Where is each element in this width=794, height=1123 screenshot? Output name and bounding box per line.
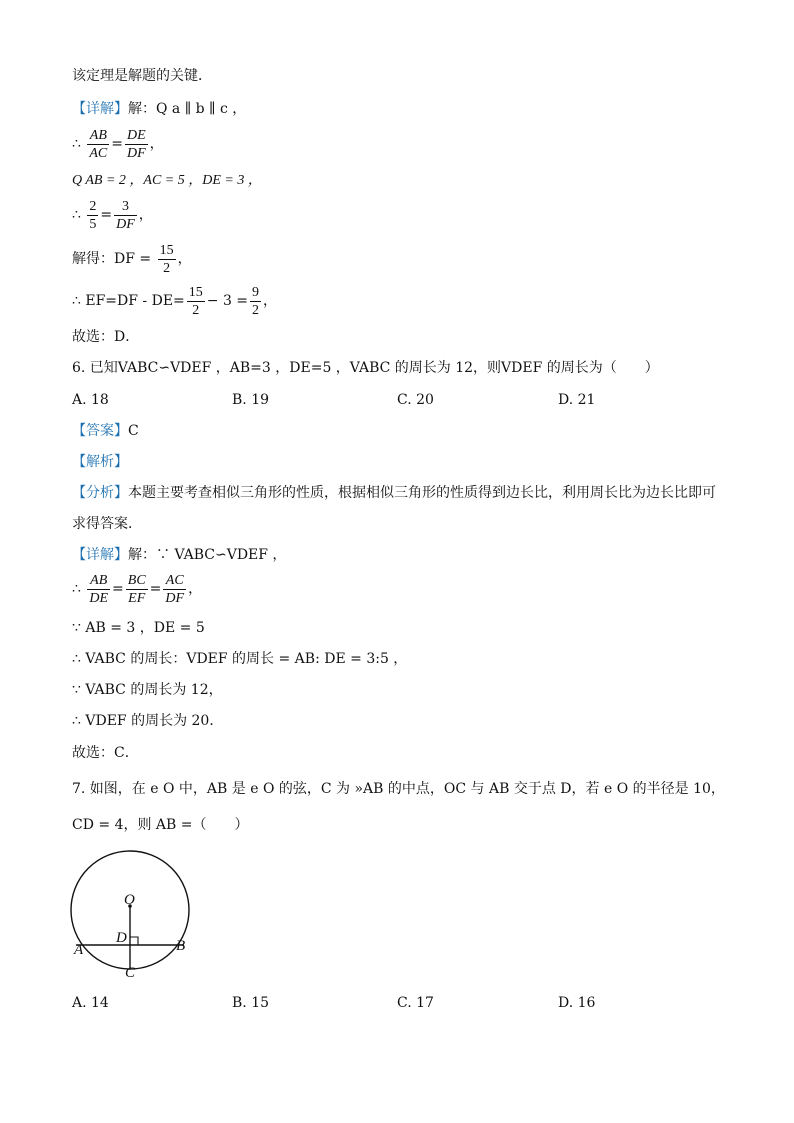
ef-mid: − 3 = [206,293,249,309]
ef-text: ∴ EF=DF - DE= [72,293,185,309]
fraction [187,284,205,319]
denominator: 2 [192,302,200,318]
fraction [114,198,137,233]
numerator: 15 [159,242,174,258]
option-b: B. 19 [232,392,270,408]
given-line: Q AB = 2 ，AC = 5 ，DE = 3 ， [72,173,262,188]
detail-line-4: ∴ VABC 的周长：VDEF 的周长 = AB: DE = 3:5 ， [72,651,408,667]
comma: ， [138,207,153,223]
choice-line: 故选：D． [72,329,140,345]
option-b: B. 15 [232,995,270,1011]
answer-tag: 【答案】 [72,423,128,439]
fraction [87,572,110,607]
detail-text: 解：∵ VABC∽VDEF ， [128,547,287,563]
solve-text: 解得：DF = [72,251,152,267]
option-d: D. 16 [558,995,596,1011]
right-angle-mark [130,937,138,945]
therefore: ∴ [72,136,81,152]
detail-line-6: ∴ VDEF 的周长为 20． [72,713,224,729]
comma: ， [149,136,164,152]
comma: ， [188,581,203,597]
denominator: DF [116,216,135,232]
numerator: 9 [252,284,260,300]
analysis-sub-tag: 【分析】 [72,485,128,501]
answer-value: C [128,423,139,439]
label-a: A [74,942,84,958]
denominator: 5 [89,216,97,232]
detail-tag: 【详解】 [72,547,128,563]
label-o: O [124,892,135,908]
numerator: DE [127,127,146,143]
fraction [250,284,261,319]
ratio-line: ∴ $\frac{2}{5}$ = $\frac{3}{DF}$ ， [72,198,153,232]
therefore: ∴ [72,581,81,597]
solve-line [72,241,192,277]
therefore: ∴ [72,207,81,223]
fraction [163,572,186,607]
numerator: BC [127,572,146,588]
label-d: D [116,930,127,946]
question-6: 6. 已知VABC∽VDEF ，AB=3 ，DE=5 ，VABC 的周长为 12，则VDEF 的周长为（ ） [72,360,659,376]
denominator: DF [127,145,146,161]
denominator: DF [165,590,185,606]
numerator: 15 [188,284,203,300]
denominator: EF [128,590,146,606]
label-c: C [125,965,136,981]
question-7-line-2: CD = 4，则 AB =（ ） [72,817,249,833]
label-b: B [176,938,186,954]
denominator: 2 [252,302,260,318]
fraction [158,242,176,277]
analysis-line-2: 求得答案． [72,516,142,532]
option-c: C. 20 [397,392,434,408]
numerator: 3 [114,198,137,216]
analysis-line [72,483,716,503]
option-a: A. 14 [72,995,109,1011]
detail-line [72,99,246,119]
detail-text: 解：Q a ∥ b ∥ c ， [128,101,247,117]
denominator: DE [89,590,109,606]
question-7: 7. 如图，在 e O 中，AB 是 e O 的弦，C 为 »AB 的中点，OC 与 AB 交于点 D，若 e O 的半径是 10， [72,781,725,797]
numerator: 2 [89,198,97,214]
numerator: AC [163,572,186,590]
comma: ， [177,251,192,267]
denominator: AC [89,145,108,161]
detail-line-5: ∵ VABC 的周长为 12， [72,682,223,698]
option-d: D. 21 [558,392,596,408]
fraction [87,198,98,233]
ef-line [72,283,277,319]
denominator: 2 [163,260,171,276]
fraction [125,127,148,162]
answer-line [72,421,139,441]
option-a: A. 18 [72,392,109,408]
detail-line-2 [72,545,286,565]
circle-figure [68,850,198,985]
numerator: AB [87,127,109,145]
option-c: C. 17 [397,995,434,1011]
detail-line-3: ∵ AB = 3 ，DE = 5 [72,620,205,636]
comma: ， [263,293,278,309]
ratio-line-3: ∴ $\frac{AB}{DE}$ = $\frac{BC}{EF}$ = $\frac{AC}{DF}$ ， [72,572,203,606]
analysis-tag: 【解析】 [72,454,128,470]
analysis-heading [72,452,128,472]
ratio-line: ∴ $\frac{AB}{AC}$ = $\frac{DE}{DF}$ ， [72,127,164,161]
fraction [126,572,148,607]
choice-line-2: 故选：C． [72,745,139,761]
numerator: AB [87,572,110,590]
detail-tag: 【详解】 [72,101,128,117]
fraction [87,127,109,162]
analysis-text: 本题主要考查相似三角形的性质，根据相似三角形的性质得到边长比，利用周长比为边长比即可 [128,485,716,501]
text-line: 该定理是解题的关键． [72,68,212,84]
